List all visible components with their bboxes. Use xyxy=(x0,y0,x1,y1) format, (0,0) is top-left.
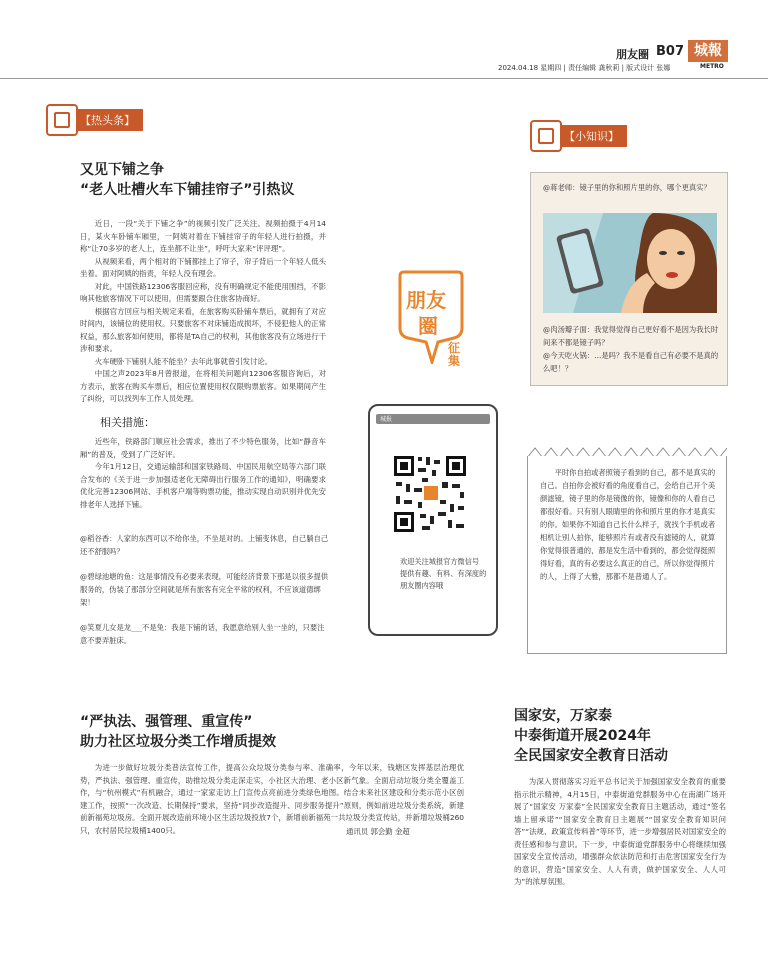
column-name: 朋友圈 xyxy=(616,48,649,61)
knowledge-note-box xyxy=(527,456,727,654)
phone-status-bar xyxy=(376,414,490,424)
square-icon xyxy=(46,104,78,136)
page-meta: 2024.04.18 星期四 | 责任编辑 龚秋莉 | 版式设计 张娜 xyxy=(498,64,671,72)
security-title-line2: 中泰街道开展2024年 xyxy=(514,728,651,744)
logo-subtitle: METRO xyxy=(700,63,724,70)
logo-text-line1: 朋友 xyxy=(406,288,446,312)
phone-frame xyxy=(368,404,498,636)
answer-item: @肉汤瓣子面：我觉得觉得自己更好看不是因为我长时间来不都是镜子吗？ xyxy=(543,325,719,347)
security-title-line1: 国家安，万家泰 xyxy=(514,708,612,724)
comment-item: @碧绿池塘的鱼：这是事情没有必要来表现，可能经济背景下那是以很多提供服务的，伪装了那部分空间就是所有旅客有完全平常的权利，不应该道德绑架！ xyxy=(80,572,329,607)
measures-title: 相关措施： xyxy=(100,416,155,429)
garbage-title-line1: “严执法、强管理、重宣传” xyxy=(80,714,253,730)
hot-title-line1: 又见下铺之争 xyxy=(80,162,164,178)
question-text: @蒋老师：镜子里的你和照片里的你，哪个更真实？ xyxy=(543,183,711,192)
hot-paragraph: 近日，一段“关于下铺之争”的视频引发广泛关注。视频拍摄于4月14日，某火车卧铺车厢里，一阿姨对着在下铺挂帘子的年轻人进行拍摄，并称“让70多岁的老人上，连坐都不让坐”，呼吁大家来“评评理”。 xyxy=(80,219,326,253)
measures-body xyxy=(80,436,326,511)
hot-comments xyxy=(80,532,330,647)
knowledge-answers xyxy=(543,323,719,375)
security-title-line3: 全民国家安全教育日活动 xyxy=(514,748,668,764)
knowledge-tag-label: 【小知识】 xyxy=(556,125,627,147)
knowledge-section-tag xyxy=(530,120,627,152)
hot-paragraph: 根据官方回应与相关规定来看，在旅客购买卧铺车票后，就拥有了对应时间内，该铺位的使用权。只要旅客不对床铺造成损坏，不侵犯他人的正常权益，那么旅客如何使用，都将是TA自己的权利，其他旅客没有立场进行干涉和要求。 xyxy=(80,306,326,353)
garbage-body: 为进一步做好垃圾分类普法宣传工作，提高公众垃圾分类参与率、准确率，今年以来，钱塘区发挥基层治理优势，严执法、强管理、重宣传，助推垃圾分类走深走实，小社区大治理、老小区新气象。全面启动垃圾分类全覆盖工作，与“杭州模式”有机融合，通过一家家走访上门宣传点亮前进分类绿色地图。结合未来社区建设和分类示范小区创建工作，按照“一次改造、长期保持”要求，坚持“同步改造提升、同步服务提升”原则，例如前进垃圾分类系统，新建前新福苑垃圾房。全面开展改造前环境小区生活垃圾投放7个，新增前新福苑一共垃圾分类宣传站，并新增垃圾桶260只，农村居民垃圾桶1400只。 xyxy=(80,763,464,835)
security-body: 为深入贯彻落实习近平总书记关于加强国家安全教育的重要指示批示精神，4月15日，中泰街道党群服务中心在南湖广场开展了“国家安 万家泰”全民国家安全教育日主题活动，通过“签名墙上留承诺”“国家安全教育日主题展”“国家安全教育知识问答”“法规、政策宣传料普”等环节，进一步增强居民对国家安全的责任感和参与意识。下一步，中泰街道党群服务中心将继续加强国家安全宣传活动，增强群众依法防范和打击危害国家安全行为的意识，营造“国家安全、人人有责，做护国家安全、人人可为”的浓厚氛围。 xyxy=(514,777,726,886)
knowledge-question-box xyxy=(530,172,728,386)
hot-body xyxy=(80,218,326,406)
hot-paragraph: 中国之声2023年8月曾报道，在将相关问题向12306客服咨询后，对方表示，旅客在购买车票后，相应位置使用权仅限购票旅客。如果期间产生了纠纷，可以找列车工作人员处理。 xyxy=(80,369,326,403)
hot-paragraph: 对此，中国铁路12306客服回应称，没有明确规定不能使用围挡，不影响其他旅客情况下可以使用，但需要跟合住旅客协商好。 xyxy=(80,281,326,303)
comment-item: @笑夏儿女是龙___不是兔：我是下铺的话，我愿意给别人坐一坐的，只要注意不要弄脏床。 xyxy=(80,623,325,645)
promo-text xyxy=(400,556,490,592)
answer-item: @今天吃火锅：…是吗？我不是看自己有必要不是真的么吧！？ xyxy=(543,351,719,373)
header-divider xyxy=(0,78,768,79)
security-title xyxy=(514,706,668,766)
page-number: B07 xyxy=(656,44,684,59)
promo-line: 提供有趣、有料、有深度的朋友圈内容哦 xyxy=(400,569,487,590)
mirror-woman-illustration xyxy=(543,213,717,313)
square-icon xyxy=(530,120,562,152)
measures-paragraph: 近些年，铁路部门顺应社会需求，推出了不少特色服务，比如“静音车厢”的普及，受到了广泛好评。 xyxy=(80,437,326,459)
hot-tag-label: 【热头条】 xyxy=(72,109,143,131)
garbage-title xyxy=(80,712,276,752)
garbage-title-line2: 助力社区垃圾分类工作增质提效 xyxy=(80,734,276,750)
logo-text-line2: 圈 xyxy=(418,314,438,338)
qr-code-icon xyxy=(392,454,468,534)
garbage-byline: 通讯员 郭会勤 金超 xyxy=(346,827,410,836)
hot-paragraph: 从视频来看，两个相对的下铺都挂上了帘子，帘子背后一个年轻人低头坐着。面对阿姨的指责，年轻人没有理会。 xyxy=(80,256,326,278)
hot-paragraph: 火车硬卧下铺别人能不能坐？去年此事就曾引发讨论。 xyxy=(94,356,273,366)
hot-section-tag xyxy=(46,104,143,136)
hot-title xyxy=(80,160,294,200)
phone-app-name: 城报 xyxy=(380,416,393,423)
promo-line: 欢迎关注城报官方微信号 xyxy=(400,557,480,566)
comment-item: @稻谷香：人家的东西可以不给你坐，不坐是对的。上铺变休息，自己躺自己还不舒服吗？ xyxy=(80,534,329,556)
knowledge-note-text: 平时你自拍或者照镜子看到的自己，都不是真实的自己。自拍你会被好看的角度看自己，会给自己开个美颜滤镜，镜子里的你是镜像的你，镜像和你的人看自己都很好看。只有别人眼睛里的你和照片里的你才是真实的你。如果你不知道自己长什么样子，就找个手机或者相机让别人拍你，能够照片有或者没有滤镜的人，就算你觉得很普通的，都是发生活中看到的，都会觉得挺照得好看，真的有必要这么真正的自己，所以你觉得照片的人，上得了大雅，那都不是普通人了。 xyxy=(540,468,716,581)
newspaper-logo: 城報 xyxy=(688,40,728,62)
hot-title-line2: “老人吐槽火车下铺挂帘子”引热议 xyxy=(80,182,295,198)
logo-side-text: 征集 xyxy=(448,341,461,368)
measures-paragraph: 今年1月12日，交通运输部和国家铁路局、中国民用航空局等六部门联合发布的《关于进一步加强适老化无障碍出行服务工作的通知》，明确要求优化完善12306网站、手机客户端等购票功能，推动实现自动识别并优先安排老年人选择下铺。 xyxy=(80,462,326,509)
